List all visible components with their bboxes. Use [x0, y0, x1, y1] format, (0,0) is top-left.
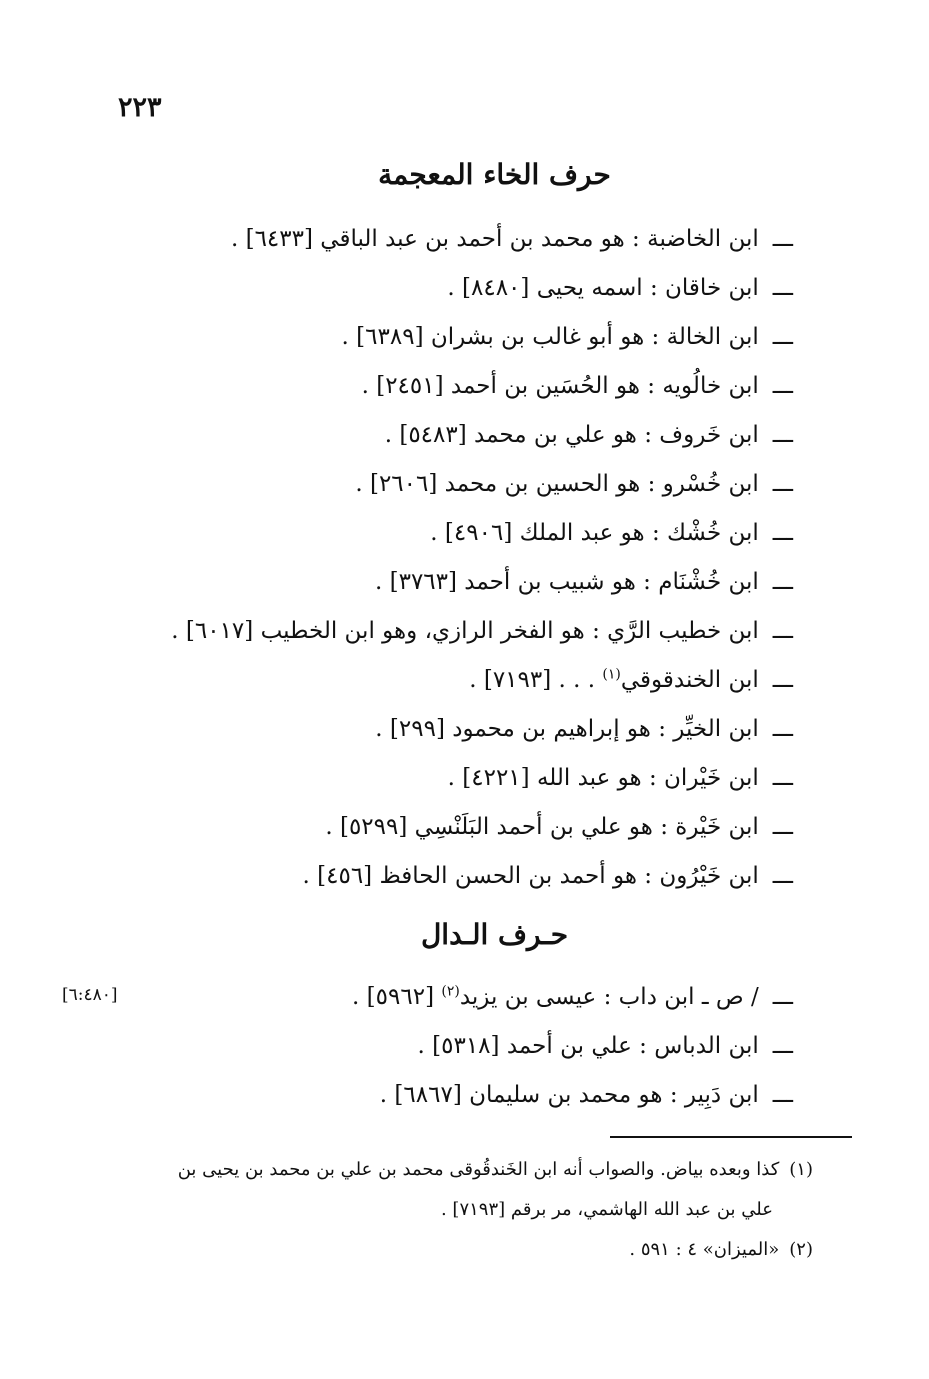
entry-dash: ـــ	[772, 984, 793, 1010]
entry-dash: ـــ	[772, 716, 793, 742]
entry	[60, 264, 793, 313]
entry	[60, 460, 793, 509]
entry-text: ابن خاقان : اسمه يحيى [٨٤٨٠] .	[447, 275, 759, 301]
entry-dash: ـــ	[772, 520, 793, 546]
entry-text: ابن خَروف : هو علي بن محمد [٥٤٨٣] .	[384, 422, 759, 448]
entry-text: / ص ـ ابن داب : عيسى بن يزيد	[459, 984, 759, 1010]
section-heading-kha: حرف الخاء المعجمة	[378, 158, 611, 191]
entry-text: ابن خَيْران : هو عبد الله [٤٢٢١] .	[447, 765, 759, 791]
footnote-1-continuation: علي بن عبد الله الهاشمي، مر برقم [٧١٩٣] .	[440, 1199, 773, 1220]
footnotes	[126, 1150, 813, 1270]
entry-dash: ـــ	[772, 618, 793, 644]
entry-text: ابن خُشْك : هو عبد الملك [٤٩٠٦] .	[430, 520, 759, 546]
entry-text: ابن خَيْرة : هو علي بن أحمد البَلَنْسِي [٥٢٩٩] .	[325, 814, 759, 840]
entry-text: ابن دَبِير : هو محمد بن سليمان [٦٨٦٧] .	[379, 1082, 759, 1108]
entry	[60, 1022, 793, 1071]
footnote-2	[126, 1230, 813, 1270]
entry	[60, 852, 793, 901]
entry	[60, 362, 793, 411]
entry-text: ابن الخندقوقي	[620, 667, 759, 693]
entry-text: ابن الخاضبة : هو محمد بن أحمد بن عبد الباقي [٦٤٣٣] .	[230, 226, 759, 252]
entry	[60, 215, 793, 264]
footnote-marker: (١)	[789, 1159, 813, 1180]
entry	[60, 656, 793, 705]
entry-dash: ـــ	[772, 471, 793, 497]
entry-dash: ـــ	[772, 765, 793, 791]
entry	[60, 607, 793, 656]
entry	[60, 754, 793, 803]
entry-dash: ـــ	[772, 422, 793, 448]
footnote-marker: (٢)	[789, 1239, 813, 1260]
entry-text: ابن الخيِّر : هو إبراهيم بن محمود [٢٩٩] .	[375, 716, 759, 742]
entry	[60, 973, 793, 1022]
section-kha-entries	[60, 215, 793, 901]
entry-dash: ـــ	[772, 324, 793, 350]
entry-text: ابن خالُويه : هو الحُسَين بن أحمد [٢٤٥١] .	[361, 373, 759, 399]
entry-text: ابن الدباس : علي بن أحمد [٥٣١٨] .	[417, 1033, 759, 1059]
margin-reference: [٦:٤٨٠]	[62, 985, 118, 1005]
entry-dash: ـــ	[772, 373, 793, 399]
entry-text: ابن خُسْرو : هو الحسين بن محمد [٢٦٠٦] .	[355, 471, 759, 497]
entry-dash: ـــ	[772, 1082, 793, 1108]
entry-dash: ـــ	[772, 275, 793, 301]
page-number: ٢٢٣	[118, 92, 162, 123]
entry-suffix: . . . [٧١٩٣] .	[469, 667, 596, 693]
entry	[60, 509, 793, 558]
entry-dash: ـــ	[772, 1033, 793, 1059]
entry	[60, 313, 793, 362]
entry-text: ابن خُشْنَام : هو شبيب بن أحمد [٣٧٦٣] .	[374, 569, 759, 595]
footnote-ref: (٢)	[441, 983, 460, 1000]
footnote-divider	[610, 1136, 852, 1138]
footnote-text: كذا وبعده بياض. والصواب أنه ابن الخَندقُوقى محمد بن علي بن محمد بن يحيى بن	[177, 1159, 780, 1180]
entry	[60, 803, 793, 852]
entry-dash: ـــ	[772, 569, 793, 595]
footnote-ref: (١)	[602, 666, 621, 683]
footnote-1	[126, 1150, 813, 1190]
entry-dash: ـــ	[772, 667, 793, 693]
entry-dash: ـــ	[772, 226, 793, 252]
entry-dash: ـــ	[772, 863, 793, 889]
entry	[60, 411, 793, 460]
entry-dash: ـــ	[772, 814, 793, 840]
footnote-text: «الميزان» ٤ : ٥٩١ .	[629, 1239, 780, 1260]
entry-text: ابن خطيب الرَّي : هو الفخر الرازي، وهو ابن الخطيب [٦٠١٧] .	[171, 618, 759, 644]
entry	[60, 1071, 793, 1120]
section-heading-dal: حـرف الـدال	[420, 918, 569, 951]
entry	[60, 705, 793, 754]
entry-suffix: [٥٩٦٢] .	[352, 984, 435, 1010]
section-dal-entries	[60, 973, 793, 1120]
entry-text: ابن خَيْرُون : هو أحمد بن الحسن الحافظ [٤٥٦] .	[302, 863, 759, 889]
entry	[60, 558, 793, 607]
entry-text: ابن الخالة : هو أبو غالب بن بشران [٦٣٨٩] .	[341, 324, 759, 350]
